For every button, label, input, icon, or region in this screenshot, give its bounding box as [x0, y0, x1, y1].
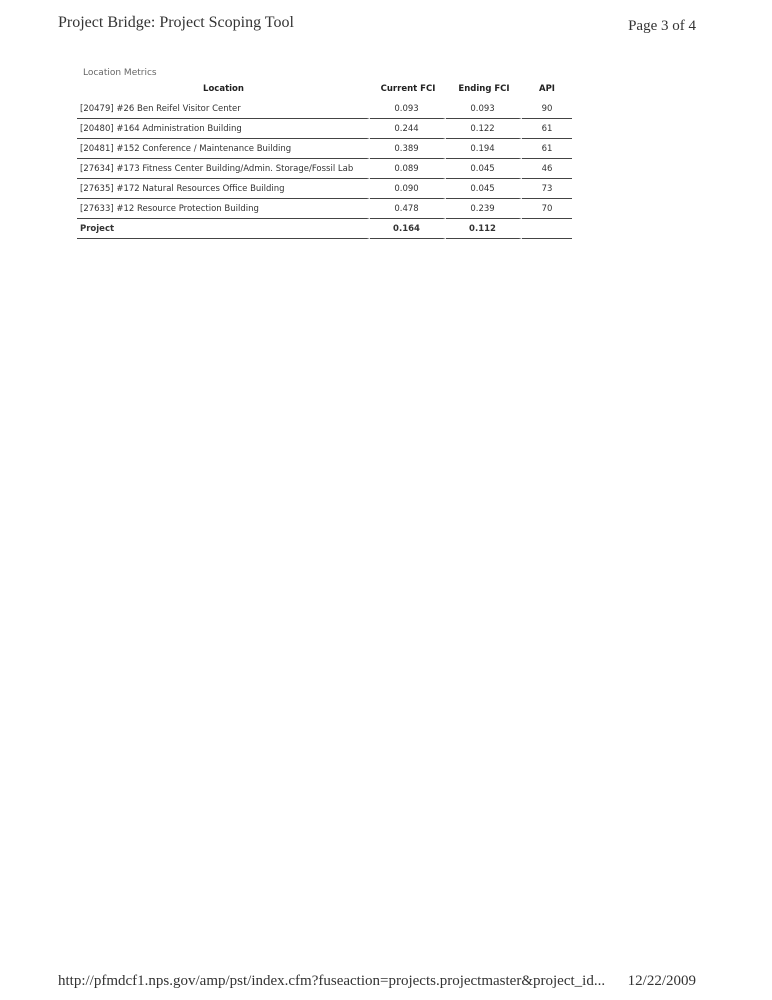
api-cell: 90	[522, 99, 572, 119]
ending-fci-cell: 0.194	[446, 139, 522, 159]
api-cell: 61	[522, 119, 572, 139]
project-total-row	[77, 219, 572, 239]
current-fci-cell: 0.389	[370, 139, 446, 159]
table-header-row	[77, 82, 572, 99]
location-cell: [27633] #12 Resource Protection Building	[77, 199, 370, 219]
api-cell: 70	[522, 199, 572, 219]
ending-fci-cell: 0.045	[446, 159, 522, 179]
location-cell: [27635] #172 Natural Resources Office Building	[77, 179, 370, 199]
ending-fci-cell: 0.239	[446, 199, 522, 219]
total-api	[522, 219, 572, 239]
table-row	[77, 159, 572, 179]
column-header-ending-fci: Ending FCI	[458, 84, 510, 94]
api-cell: 73	[522, 179, 572, 199]
location-cell: [20481] #152 Conference / Maintenance Building	[77, 139, 370, 159]
document-title: Project Bridge: Project Scoping Tool	[58, 14, 294, 31]
location-cell: [20479] #26 Ben Reifel Visitor Center	[77, 99, 370, 119]
table-row	[77, 139, 572, 159]
section-title: Location Metrics	[83, 68, 157, 78]
api-cell: 61	[522, 139, 572, 159]
location-metrics-table	[77, 82, 572, 239]
footer-url: http://pfmdcf1.nps.gov/amp/pst/index.cfm?fuseaction=projects.projectmaster&project_id...	[58, 973, 606, 989]
column-header-api: API	[539, 84, 555, 94]
current-fci-cell: 0.093	[370, 99, 446, 119]
table-row	[77, 179, 572, 199]
current-fci-cell: 0.478	[370, 199, 446, 219]
current-fci-cell: 0.090	[370, 179, 446, 199]
location-cell: [20480] #164 Administration Building	[77, 119, 370, 139]
ending-fci-cell: 0.093	[446, 99, 522, 119]
total-label: Project	[77, 219, 370, 239]
current-fci-cell: 0.089	[370, 159, 446, 179]
total-ending-fci: 0.112	[446, 219, 522, 239]
table-row	[77, 119, 572, 139]
ending-fci-cell: 0.122	[446, 119, 522, 139]
current-fci-cell: 0.244	[370, 119, 446, 139]
table-row	[77, 99, 572, 119]
total-current-fci: 0.164	[370, 219, 446, 239]
column-header-current-fci: Current FCI	[380, 84, 436, 94]
location-metrics-section	[77, 68, 572, 239]
column-header-location: Location	[203, 84, 244, 94]
footer-date: 12/22/2009	[627, 973, 696, 989]
location-cell: [27634] #173 Fitness Center Building/Admin. Storage/Fossil Lab	[77, 159, 370, 179]
api-cell: 46	[522, 159, 572, 179]
table-row	[77, 199, 572, 219]
ending-fci-cell: 0.045	[446, 179, 522, 199]
page-number: Page 3 of 4	[628, 18, 696, 34]
